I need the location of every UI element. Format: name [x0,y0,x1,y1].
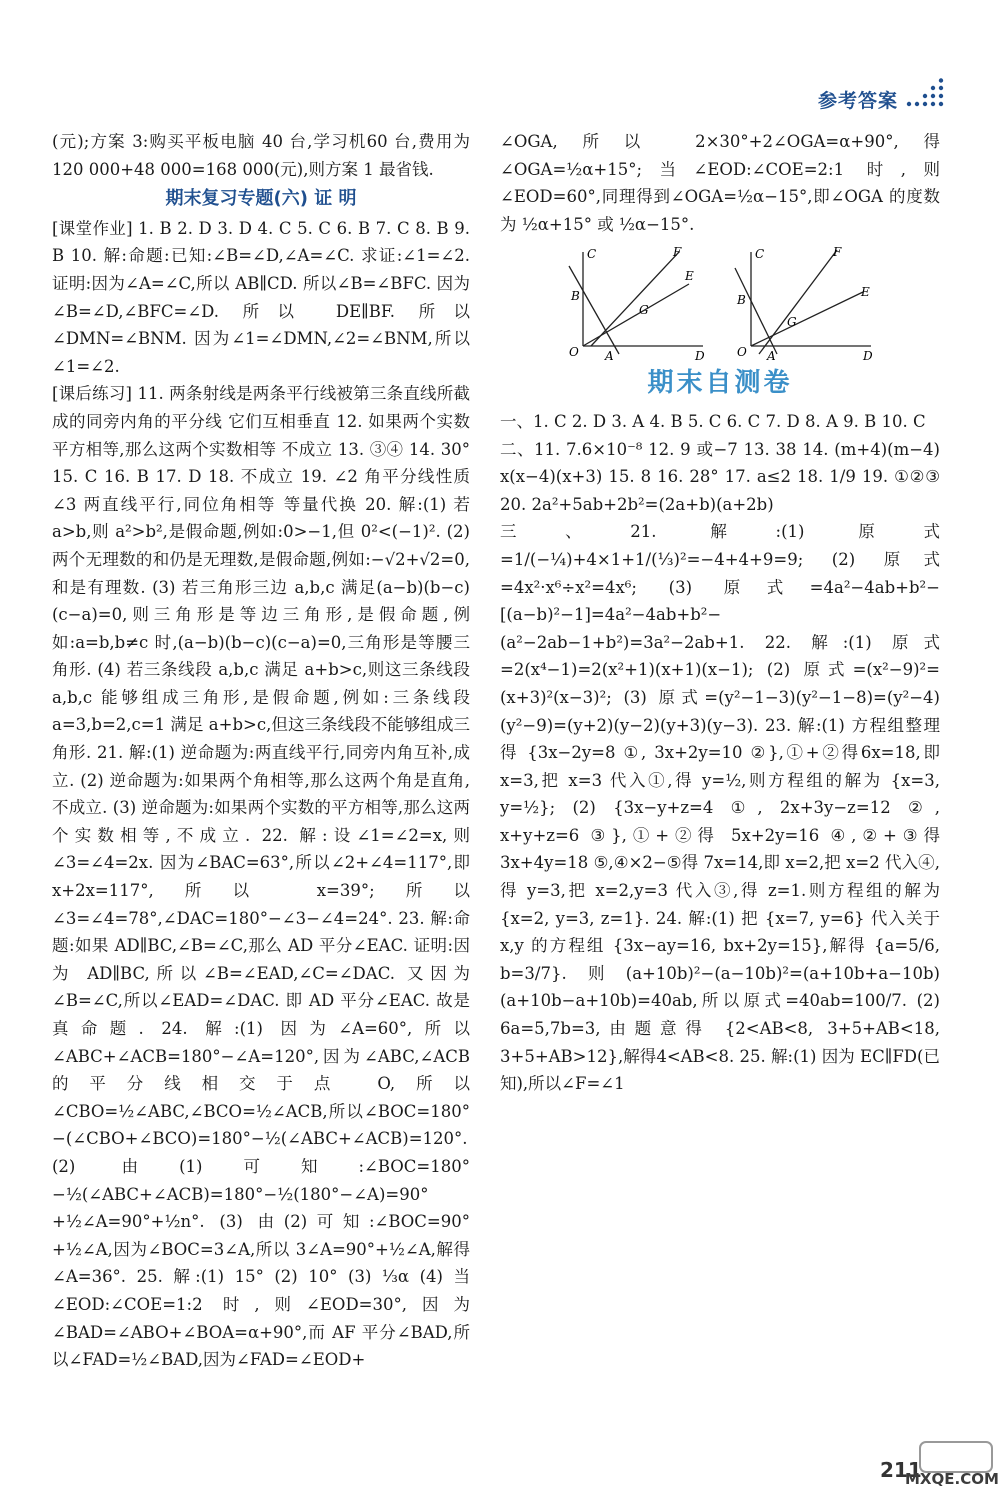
section-title: 期末复习专题(六) 证 明 [165,188,357,210]
label-C: C [587,247,597,262]
label-B-2: B [737,293,746,308]
page-number: 211 [880,1458,922,1482]
geometry-figures [500,244,940,362]
solution-answers: 三、21. 解:(1) 原式=1/(−¼)+4×1+1/(⅓)²=−4+4+9=9; (2) 原式=4x²·x⁶÷x²=4x⁶; (3) 原式=4a²−4ab+b²−[(a−b)²−1]=4a²−4ab+b²−(a²−2ab−1+b²)=3a²−2ab+1. 22. 解:(1) 原式=2(x⁴−1)=2(x²+1)(x+1)(x−1); (2) 原式=(x²−9)²=(x+3)²(x−3)²; (3) 原式=(y²−1−3)(y²−1−8)=(y²−4)(y²−9)=(y+2)(y−2)(y+3)(y−3). 23. 解:(1) 方程组整理得 {3x−2y=8 ①, 3x+2y=10 ②},①+②得6x=18,即 x=3,把 x=3 代入①,得 y=½,则方程组的解为 {x=3, y=½}; (2) {3x−y+z=4 ①, 2x+3y−z=12 ②, x+y+z=6 ③},①+②得 5x+2y=16 ④,②+③得 3x+4y=18 ⑤,④×2−⑤得 7x=14,即 x=2,把 x=2 代入④,得 y=3,把 x=2,y=3 代入③,得 z=1.则方程组的解为 {x=2, y=3, z=1}. 24. 解:(1) 把 {x=7, y=6} 代入关于 x,y 的方程组 {3x−ay=16, bx+2y=15},解得 {a=5/6, b=3/7}.则(a+10b)²−(a−10b)²=(a+10b+a−10b)(a+10b−a+10b)=40ab,所以原式=40ab=100/7. (2) 6a=5,7b=3,由题意得 {2<AB<8, 3+5+AB<18, 3+5+AB>12},解得4<AB<8. 25. 解:(1) 因为 EC∥FD(已知),所以∠F=∠1 [500,522,940,1094]
classwork-answers: [课堂作业] 1. B 2. D 3. D 4. C 5. C 6. B 7. C 8. B 9. B 10. 解:命题:已知:∠B=∠D,∠A=∠C. 求证:∠1=∠2. 证明:因为∠A=∠C,所以 AB∥CD. 所以∠B=∠BFC. 因为∠B=∠D,∠BFC=∠D. 所以 DE∥BF. 所以∠DMN=∠BNM. 因为∠1=∠DMN,∠2=∠BNM,所以∠1=∠2. [52,218,470,376]
label-F-2: F [833,245,842,260]
fill-blank-answers: 二、11. 7.6×10⁻⁸ 12. 9 或−7 13. 38 14. (m+4)(m−4) x(x−4)(x+3) 15. 8 16. 28° 17. a≤2 18. 1/9 19. ①②③ 20. 2a²+5ab+2b²=(2a+b)(a+2b) [500,439,940,514]
continuation-text: ∠OGA,所以 2×30°+2∠OGA=α+90°,得∠OGA=½α+15°;当∠EOD:∠COE=2:1 时,则∠EOD=60°,同理得到∠OGA=½α−15°,即∠OGA 的度数为 ½α+15° 或 ½α−15°. [500,132,940,234]
exam-title: 期末自测卷 [647,368,793,399]
right-column [500,128,940,1098]
homework-answers: [课后练习] 11. 两条射线是两条平行线被第三条直线所截成的同旁内角的平分线 它们互相垂直 12. 如果两个实数平方相等,那么这两个实数相等 不成立 13. ③④ 14. 30° 15. C 16. B 17. D 18. 不成立 19. ∠2 角平分线性质 ∠3 两直线平行,同位角相等 等量代换 20. 解:(1) 若 a>b,则 a²>b²,是假命题,例如:0>−1,但 0²<(−1)². (2) 两个无理数的和仍是无理数,是假命题,例如:−√2+√2=0,和是有理数. (3) 若三角形三边 a,b,c 满足(a−b)(b−c)(c−a)=0,则三角形是等边三角形,是假命题,例如:a=b,b≠c 时,(a−b)(b−c)(c−a)=0,三角形是等腰三角形. (4) 若三条线段 a,b,c 满足 a+b>c,则这三条线段 a,b,c 能够组成三角形,是假命题,例如:三条线段 a=3,b=2,c=1 满足 a+b>c,但这三条线段不能够组成三角形. 21. 解:(1) 逆命题为:两直线平行,同旁内角互补,成立. (2) 逆命题为:如果两个角相等,那么这两个角是直角,不成立. (3) 逆命题为:如果两个实数的平方相等,那么这两个实数相等,不成立. 22. 解:设∠1=∠2=x,则∠3=∠4=2x. 因为∠BAC=63°,所以∠2+∠4=117°,即x+2x=117°,所以 x=39°;所以∠3=∠4=78°,∠DAC=180°−∠3−∠4=24°. 23. 解:命题:如果 AD∥BC,∠B=∠C,那么 AD 平分∠EAC. 证明:因为 AD∥BC,所以∠B=∠EAD,∠C=∠DAC. 又因为∠B=∠C,所以∠EAD=∠DAC. 即 AD 平分∠EAC. 故是真命题. 24. 解:(1) 因为∠A=60°,所以∠ABC+∠ACB=180°−∠A=120°,因为∠ABC,∠ACB 的平分线相交于点 O,所以∠CBO=½∠ABC,∠BCO=½∠ACB,所以∠BOC=180°−(∠CBO+∠BCO)=180°−½(∠ABC+∠ACB)=120°. (2) 由(1)可知:∠BOC=180°−½(∠ABC+∠ACB)=180°−½(180°−∠A)=90°+½∠A=90°+½n°. (3) 由(2)可知:∠BOC=90°+½∠A,因为∠BOC=3∠A,所以 3∠A=90°+½∠A,解得∠A=36°. 25. 解:(1) 15° (2) 10° (3) ⅓α (4) 当∠EOD:∠COE=1:2 时,则∠EOD=30°,因为∠BAD=∠ABO+∠BOA=α+90°,而 AF 平分∠BAD,所以∠FAD=½∠BAD,因为∠FAD=∠EOD+ [52,384,470,1370]
label-B: B [571,289,580,304]
header-label: 参考答案 [818,90,899,112]
label-E: E [685,269,694,284]
intro-text: (元);方案 3:购买平板电脑 40 台,学习机60 台,费用为 120 000+48 000=168 000(元),则方案 1 最省钱. [52,132,470,179]
label-G-2: G [787,315,797,330]
label-F: F [673,245,682,260]
label-G: G [639,303,649,318]
multiple-choice-answers: 一、1. C 2. D 3. A 4. B 5. C 6. C 7. D 8. A 9. B 10. C [500,411,926,431]
label-A: A [605,349,614,363]
header-dots-icon [905,78,949,108]
figure-1 [561,244,711,362]
label-D: D [695,349,705,363]
watermark-text: MXQE.COM [905,1470,999,1488]
label-O: O [569,345,579,360]
label-O-2: O [737,345,747,360]
left-column [52,128,470,1374]
label-A-2: A [767,349,776,363]
figure-2 [729,244,879,362]
label-C-2: C [755,247,765,262]
label-D-2: D [863,349,873,363]
label-E-2: E [861,285,870,300]
